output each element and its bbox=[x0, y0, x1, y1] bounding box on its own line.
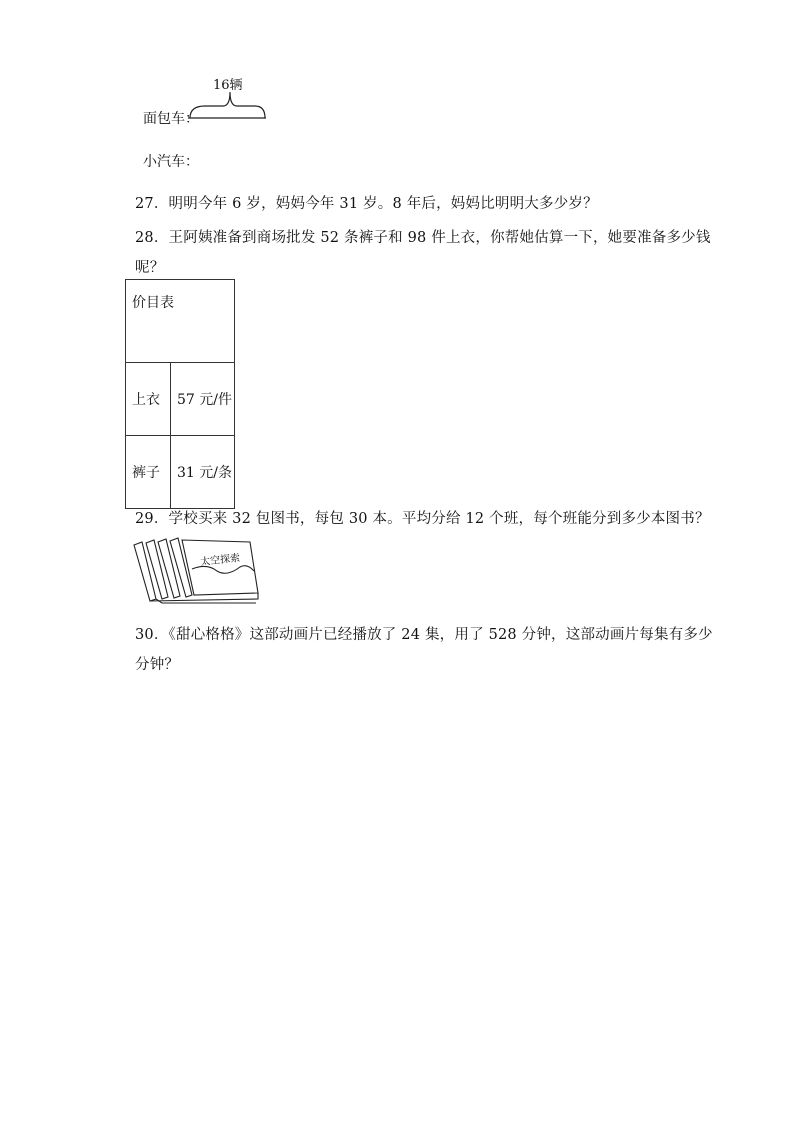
question-28-line1: 28．王阿姨准备到商场批发 52 条裤子和 98 件上衣，你帮她估算一下，她要准备多少钱 bbox=[135, 230, 711, 246]
bracket-label: 16辆 bbox=[213, 78, 243, 93]
item-cell: 上衣 bbox=[126, 363, 171, 436]
item-cell: 裤子 bbox=[126, 436, 171, 509]
curly-brace bbox=[190, 92, 265, 118]
book-cover-icon bbox=[182, 540, 258, 595]
question-30-line1: 30．《甜心格格》这部动画片已经播放了 24 集，用了 528 分钟，这部动画片每集有多少 bbox=[135, 627, 713, 643]
table-row bbox=[126, 436, 235, 509]
book-cover-text: 太空探索 bbox=[199, 552, 241, 569]
car-label: 小汽车： bbox=[143, 154, 199, 170]
price-cell: 31 元/条 bbox=[171, 436, 235, 509]
price-table bbox=[125, 279, 235, 509]
question-27: 27．明明今年 6 岁，妈妈今年 31 岁。8 年后，妈妈比明明大多少岁？ bbox=[135, 196, 598, 212]
question-30-line2: 分钟？ bbox=[135, 657, 180, 673]
price-table-title: 价目表 bbox=[126, 280, 235, 363]
question-29: 29．学校买来 32 包图书，每包 30 本。平均分给 12 个班，每个班能分到多少本图书？ bbox=[135, 511, 710, 527]
book-stack-illustration bbox=[132, 537, 262, 607]
price-cell: 57 元/件 bbox=[171, 363, 235, 436]
question-28-line2: 呢？ bbox=[135, 260, 165, 276]
van-label: 面包车： bbox=[143, 111, 199, 127]
table-row bbox=[126, 363, 235, 436]
